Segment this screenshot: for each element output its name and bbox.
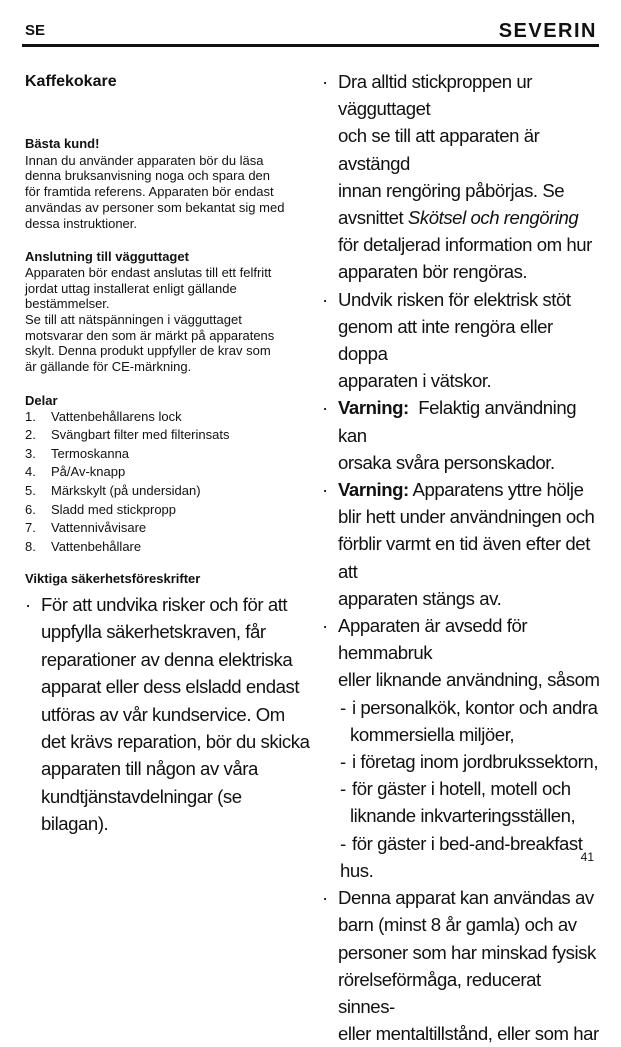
bullet-icon: · <box>322 288 328 310</box>
safety-bullet: · Apparaten är avsedd för hemmabruk eller liknande användning, såsom - i personalkök, kontor och andra kommersiella miljöer, - i företag inom jordbrukssektorn, - för gäster i hotell, motell och liknande inkvarteringsställen, - för gäster i bed-and-breakfast hus. <box>322 612 602 884</box>
safety-bullet: · Dra alltid stickproppen ur vägguttaget och se till att apparaten är avstängd innan rengöring påbörjas. Se avsnittet Skötsel och rengöring för detaljerad information om hur apparaten bör rengöras. <box>322 68 602 286</box>
safety-bullet: · För att undvika risker och för att uppfylla säkerhetskraven, får reparationer av denna elektriska apparat eller dess elsladd endast utföras av vår kundservice. Om det krävs reparation, bör du skicka apparaten till någon av våra kundtjänstavdelningar (se bilagan). <box>25 591 310 838</box>
list-item-cont: kommersiella miljöer, <box>350 723 515 745</box>
right-column <box>322 68 602 1047</box>
warning-label: Varning: <box>338 397 409 419</box>
bullet-icon: · <box>322 887 328 909</box>
connection-line: skylt. Denna produkt uppfyller de krav som <box>25 343 271 359</box>
intro-line: användas av personer som bekantat sig med <box>25 199 285 215</box>
bullet-icon: · <box>322 397 328 419</box>
list-item: 4. På/Av-knapp <box>25 464 126 480</box>
bullet-icon: · <box>322 479 328 501</box>
connection-line: är gällande för CE-märkning. <box>25 359 192 375</box>
brand-logo: SEVERIN <box>498 20 597 42</box>
safety-bullet: · Varning: Apparatens yttre hölje blir hett under användningen och förblir varmt en tid även efter det att apparaten stängs av. <box>322 476 602 612</box>
safety-heading: Viktiga säkerhetsföreskrifter <box>25 571 201 587</box>
page-number: 41 <box>580 850 594 864</box>
list-item: - för gäster i bed-and-breakfast hus. <box>340 832 583 881</box>
safety-bullet: · Denna apparat kan användas av barn (minst 8 år gamla) och av personer som har minskad fysisk rörelseförmåga, reducerat sinnes- eller mentaltillstånd, eller som har <box>322 884 602 1047</box>
list-item: - i företag inom jordbrukssektorn, <box>340 751 599 773</box>
list-item-cont: liknande inkvarteringsställen, <box>350 805 576 827</box>
list-item: 6. Sladd med stickpropp <box>25 501 177 517</box>
left-column <box>25 136 310 838</box>
intro-line: denna bruksanvisning noga och spara den <box>25 168 271 184</box>
header-divider <box>22 44 599 47</box>
bullet-icon: · <box>322 615 328 637</box>
safety-bullet: · Undvik risken för elektrisk stöt genom att inte rengöra eller doppa apparaten i vätskor. <box>322 286 602 395</box>
list-item: 1. Vattenbehållarens lock <box>25 408 182 424</box>
list-item: 5. Märkskylt (på undersidan) <box>25 482 201 498</box>
list-item: 8. Vattenbehållare <box>25 538 142 554</box>
intro-line: Innan du använder apparaten bör du läsa <box>25 152 264 168</box>
page-title: Kaffekokare <box>25 73 117 90</box>
connection-line: motsvarar den som är märkt på apparatens <box>25 327 275 343</box>
list-item: 3. Termoskanna <box>25 445 130 461</box>
bullet-icon: · <box>25 594 31 615</box>
connection-line: Se till att nätspänningen i vägguttaget <box>25 312 242 328</box>
parts-list <box>25 409 310 558</box>
intro-heading: Bästa kund! <box>25 136 100 151</box>
list-item: 7. Vattennivåvisare <box>25 520 147 536</box>
cross-reference: Skötsel och rengöring <box>407 207 579 229</box>
list-item: - för gäster i hotell, motell och <box>340 778 571 800</box>
connection-line: Apparaten bör endast anslutas till ett felfritt <box>25 264 272 280</box>
connection-line: bestämmelser. <box>25 296 110 312</box>
bullet-icon: · <box>322 71 328 92</box>
warning-label: Varning: <box>338 479 409 501</box>
intro-line: för framtida referens. Apparaten bör endast <box>25 184 274 200</box>
list-item: 2. Svängbart filter med filterinsats <box>25 427 230 443</box>
list-item: - i personalkök, kontor och andra <box>340 696 598 718</box>
intro-line: dessa instruktioner. <box>25 215 138 231</box>
language-code: SE <box>25 22 46 39</box>
parts-heading: Delar <box>25 392 58 408</box>
safety-bullet: · Varning: Felaktig användning kan orsaka svåra personskador. <box>322 394 602 476</box>
connection-line: jordat uttag installerat enligt gällande <box>25 280 237 296</box>
connection-heading: Anslutning till vägguttaget <box>25 249 189 265</box>
